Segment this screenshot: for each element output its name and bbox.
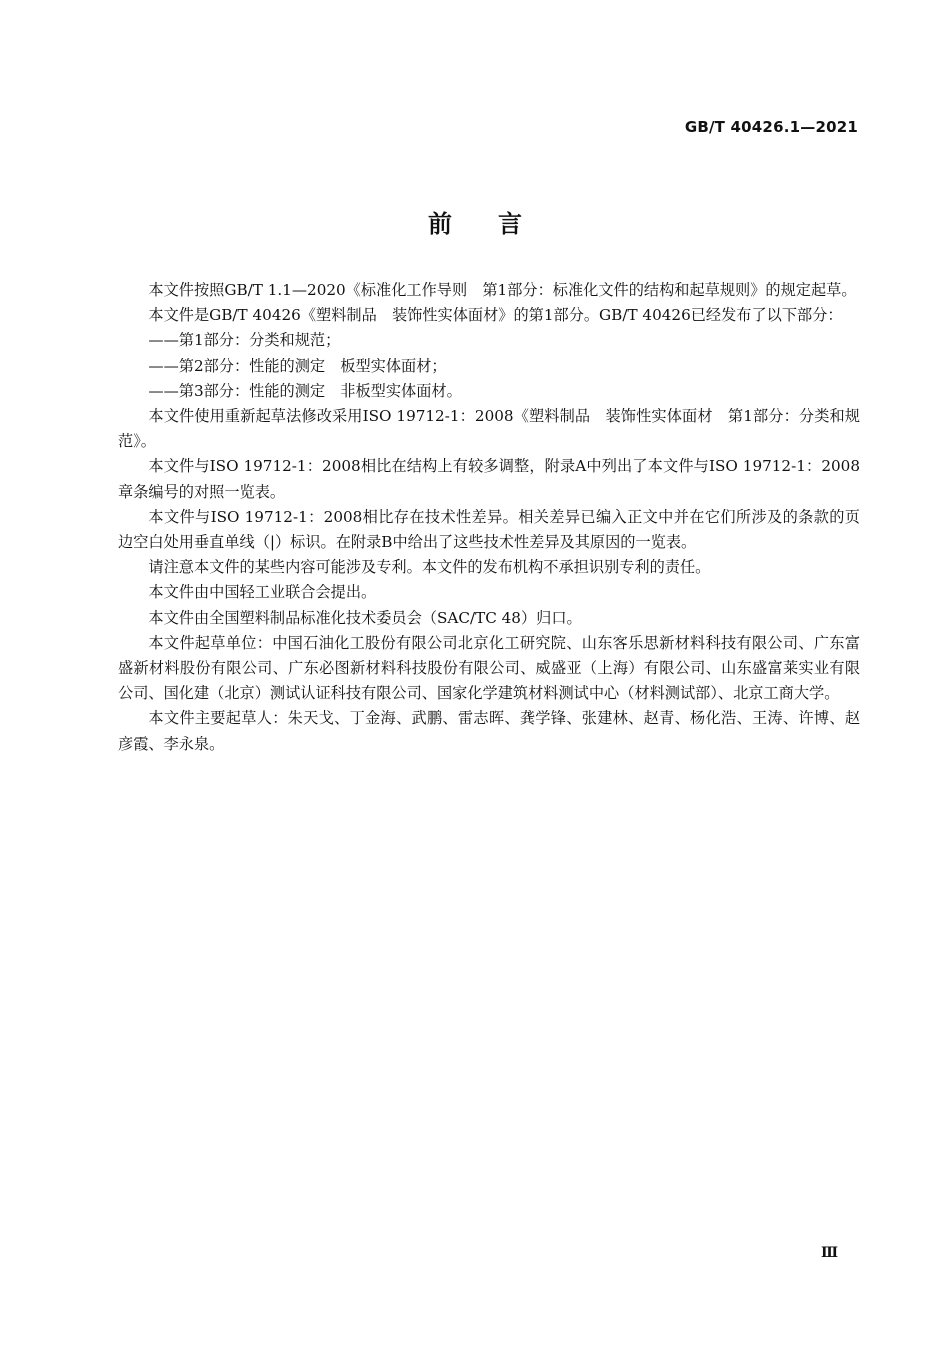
foreword-body [118, 278, 860, 757]
paragraph-drafting-units: 本文件起草单位：中国石油化工股份有限公司北京化工研究院、山东客乐思新材料科技有限公司、广东富盛新材料股份有限公司、广东必图新材料科技股份有限公司、威盛亚（上海）有限公司、山东盛富莱实业有限公司、国化建（北京）测试认证科技有限公司、国家化学建筑材料测试中心（材料测试部）、北京工商大学。 [118, 633, 860, 703]
list-item-part-1: ——第1部分：分类和规范； [148, 331, 341, 350]
paragraph-committee: 本文件由全国塑料制品标准化技术委员会（SAC/TC 48）归口。 [148, 608, 582, 627]
paragraph-proposed-by: 本文件由中国轻工业联合会提出。 [148, 583, 377, 602]
paragraph-technical-differences: 本文件与ISO 19712-1：2008相比存在技术性差异。相关差异已编入正文中并在它们所涉及的条款的页边空白处用垂直单线（|）标识。在附录B中给出了这些技术性差异及其原因的一览表。 [118, 507, 860, 552]
list-item-part-3: ——第3部分：性能的测定 非板型实体面材。 [148, 381, 462, 400]
list-item-part-2: ——第2部分：性能的测定 板型实体面材； [148, 356, 447, 375]
page-number: Ⅲ [820, 1245, 838, 1261]
paragraph-drafting-rules: 本文件按照GB/T 1.1—2020《标准化工作导则 第1部分：标准化文件的结构和起草规则》的规定起草。 [148, 281, 857, 299]
paragraph-part-of-series: 本文件是GB/T 40426《塑料制品 装饰性实体面材》的第1部分。GB/T 40426已经发布了以下部分： [148, 306, 843, 325]
paragraph-structure-changes: 本文件与ISO 19712-1：2008相比在结构上有较多调整，附录A中列出了本文件与ISO 19712-1：2008章条编号的对照一览表。 [118, 457, 860, 501]
page-title: 前言 [428, 210, 568, 238]
paragraph-patent-notice: 请注意本文件的某些内容可能涉及专利。本文件的发布机构不承担识别专利的责任。 [148, 558, 711, 577]
standard-number: GB/T 40426.1—2021 [684, 118, 858, 136]
paragraph-adoption: 本文件使用重新起草法修改采用ISO 19712-1：2008《塑料制品 装饰性实体面材 第1部分：分类和规范》。 [118, 407, 860, 451]
paragraph-drafters: 本文件主要起草人：朱天戈、丁金海、武鹏、雷志晖、龚学锋、张建林、赵青、杨化浩、王涛、许博、赵彦霞、李永泉。 [118, 709, 860, 753]
